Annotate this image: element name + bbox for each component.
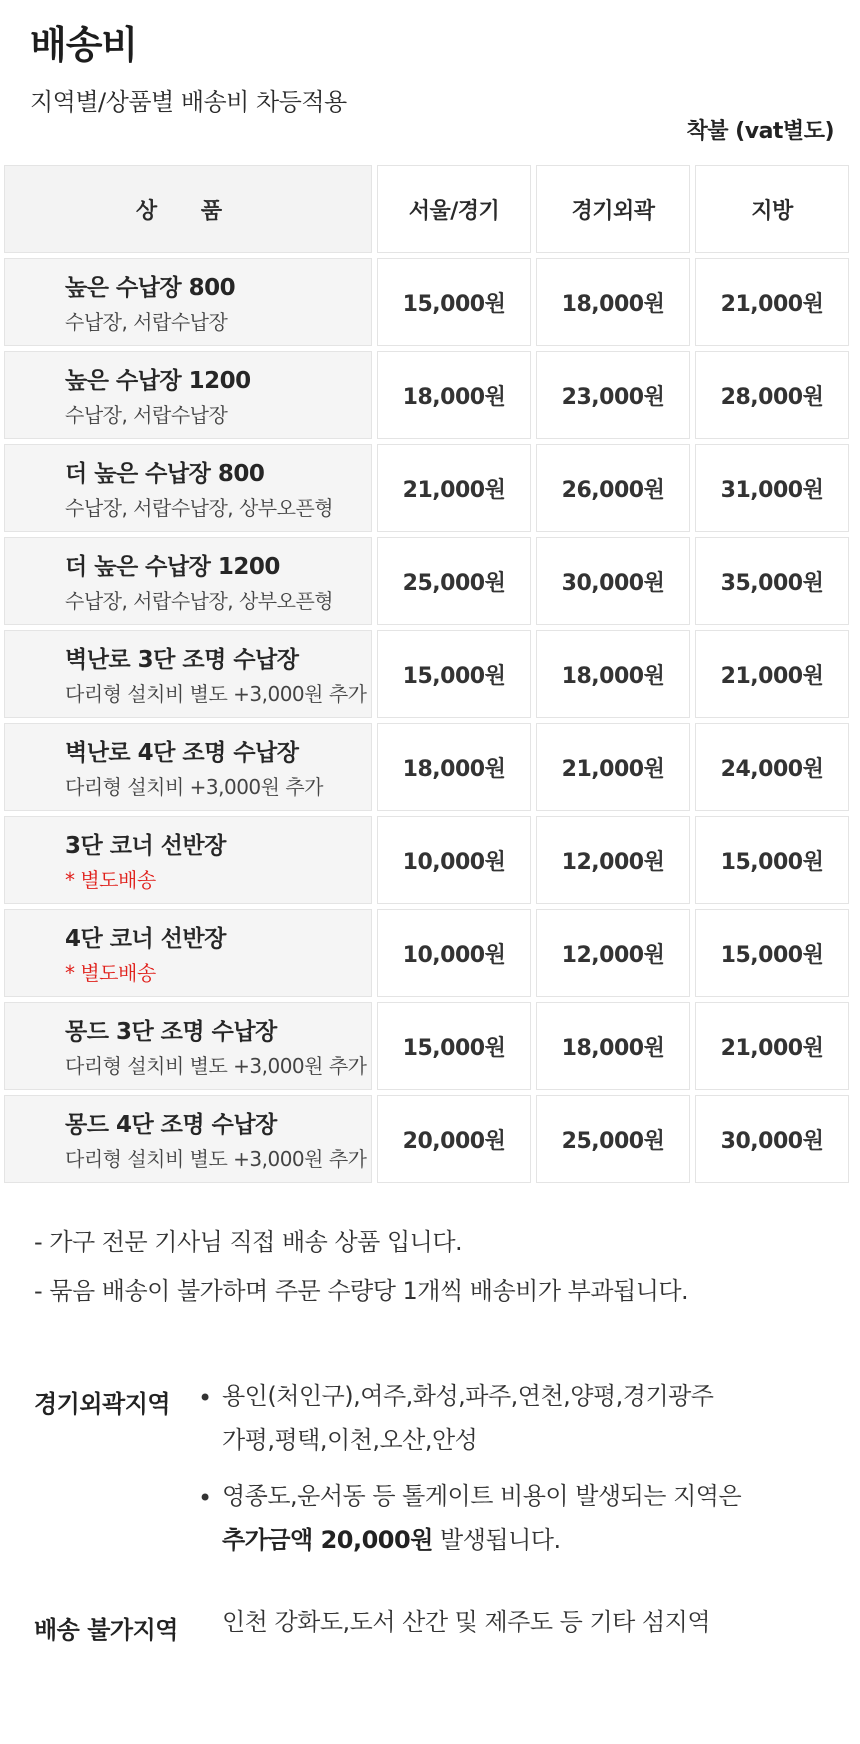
- table-row: [4, 444, 856, 532]
- table-row: [4, 1002, 856, 1090]
- vat-note: 착불 (vat별도): [686, 119, 834, 144]
- notes-list: [34, 1222, 688, 1320]
- price-provinces: 30,000원: [720, 1128, 824, 1154]
- product-cell: [4, 351, 372, 439]
- product-name: 벽난로 4단 조명 수납장: [65, 740, 299, 766]
- product-info: [65, 920, 226, 986]
- product-cell: [4, 537, 372, 625]
- price-gyeonggi-outskirts-cell: [536, 816, 690, 904]
- no-delivery-regions: 인천 강화도,도서 산간 및 제주도 등 기타 섬지역: [222, 1608, 711, 1636]
- product-cell: [4, 723, 372, 811]
- product-name: 벽난로 3단 조명 수납장: [65, 647, 299, 673]
- price-seoul-gyeonggi: 15,000원: [402, 663, 506, 689]
- table-row: [4, 630, 856, 718]
- product-info: [65, 548, 333, 614]
- product-cell: [4, 630, 372, 718]
- outer-region-line: 가평,평택,이천,오산,안성: [222, 1426, 478, 1454]
- product-name: 높은 수납장 800: [65, 275, 236, 301]
- product-name: 몽드 4단 조명 수납장: [65, 1112, 277, 1138]
- price-gyeonggi-outskirts: 30,000원: [561, 570, 665, 596]
- price-provinces: 21,000원: [720, 291, 824, 317]
- product-info: [65, 455, 333, 521]
- outer-region-list: [222, 1374, 714, 1462]
- price-provinces-cell: [695, 444, 849, 532]
- product-name: 4단 코너 선반장: [65, 926, 226, 952]
- table-row: [4, 537, 856, 625]
- product-name: 3단 코너 선반장: [65, 833, 226, 859]
- product-cell: [4, 909, 372, 997]
- product-info: [65, 827, 226, 893]
- product-subtext: 다리형 설치비 별도 +3,000원 추가: [65, 1054, 367, 1078]
- price-gyeonggi-outskirts-cell: [536, 444, 690, 532]
- page-title: 배송비: [30, 23, 138, 67]
- price-seoul-gyeonggi: 15,000원: [402, 291, 506, 317]
- price-provinces-cell: [695, 258, 849, 346]
- product-name: 높은 수납장 1200: [65, 368, 251, 394]
- bullet-icon: •: [198, 1484, 213, 1512]
- price-provinces-cell: [695, 630, 849, 718]
- price-seoul-gyeonggi-cell: [377, 1095, 531, 1183]
- table-row: [4, 1095, 856, 1183]
- product-info: [65, 362, 251, 428]
- price-provinces-cell: [695, 816, 849, 904]
- product-name: 몽드 3단 조명 수납장: [65, 1019, 277, 1045]
- product-name: 더 높은 수납장 800: [65, 461, 265, 487]
- product-subtext: 다리형 설치비 +3,000원 추가: [65, 775, 323, 799]
- bullet-icon: •: [198, 1384, 213, 1412]
- price-provinces: 24,000원: [720, 756, 824, 782]
- price-provinces: 21,000원: [720, 1035, 824, 1061]
- price-seoul-gyeonggi-cell: [377, 723, 531, 811]
- price-gyeonggi-outskirts-cell: [536, 537, 690, 625]
- price-provinces: 35,000원: [720, 570, 824, 596]
- no-delivery-label: 배송 불가지역: [34, 1616, 178, 1644]
- price-seoul-gyeonggi-cell: [377, 351, 531, 439]
- header-provinces: 지방: [695, 165, 849, 253]
- price-gyeonggi-outskirts-cell: [536, 723, 690, 811]
- price-gyeonggi-outskirts: 18,000원: [561, 291, 665, 317]
- product-subtext: 수납장, 서랍수납장, 상부오픈형: [65, 496, 334, 520]
- header-seoul-gyeonggi: 서울/경기: [377, 165, 531, 253]
- price-seoul-gyeonggi: 10,000원: [402, 942, 506, 968]
- price-gyeonggi-outskirts-cell: [536, 1095, 690, 1183]
- price-provinces-cell: [695, 909, 849, 997]
- header-gyeonggi-outskirts: 경기외곽: [536, 165, 690, 253]
- price-provinces-cell: [695, 723, 849, 811]
- price-gyeonggi-outskirts: 18,000원: [561, 663, 665, 689]
- price-seoul-gyeonggi: 25,000원: [402, 570, 506, 596]
- price-gyeonggi-outskirts: 12,000원: [561, 849, 665, 875]
- price-gyeonggi-outskirts-cell: [536, 258, 690, 346]
- toll-region-note: [222, 1474, 741, 1562]
- price-seoul-gyeonggi: 10,000원: [402, 849, 506, 875]
- header-product: 상 품: [4, 165, 372, 253]
- price-provinces: 31,000원: [720, 477, 824, 503]
- price-seoul-gyeonggi-cell: [377, 630, 531, 718]
- price-gyeonggi-outskirts-cell: [536, 909, 690, 997]
- price-provinces: 21,000원: [720, 663, 824, 689]
- table-row: [4, 258, 856, 346]
- price-gyeonggi-outskirts: 25,000원: [561, 1128, 665, 1154]
- product-cell: [4, 444, 372, 532]
- price-seoul-gyeonggi: 21,000원: [402, 477, 506, 503]
- table-row: [4, 351, 856, 439]
- product-cell: [4, 258, 372, 346]
- product-info: [65, 1106, 366, 1172]
- price-seoul-gyeonggi: 18,000원: [402, 756, 506, 782]
- toll-region-line: 영종도,운서동 등 톨게이트 비용이 발생되는 지역은: [222, 1482, 742, 1510]
- price-seoul-gyeonggi-cell: [377, 909, 531, 997]
- price-seoul-gyeonggi-cell: [377, 258, 531, 346]
- note-item: - 묶음 배송이 불가하며 주문 수량당 1개씩 배송비가 부과됩니다.: [34, 1277, 689, 1305]
- price-gyeonggi-outskirts: 18,000원: [561, 1035, 665, 1061]
- product-subtext: 수납장, 서랍수납장: [65, 403, 228, 427]
- table-row: [4, 909, 856, 997]
- price-provinces: 15,000원: [720, 849, 824, 875]
- separate-delivery-note: * 별도배송: [65, 961, 156, 985]
- price-provinces: 28,000원: [720, 384, 824, 410]
- page-subtitle: 지역별/상품별 배송비 차등적용: [30, 88, 347, 116]
- product-info: [65, 734, 323, 800]
- extra-fee-amount: 추가금액 20,000원: [222, 1526, 433, 1554]
- table-body: [4, 258, 856, 1183]
- price-provinces-cell: [695, 1002, 849, 1090]
- price-seoul-gyeonggi-cell: [377, 1002, 531, 1090]
- price-provinces-cell: [695, 537, 849, 625]
- price-gyeonggi-outskirts-cell: [536, 351, 690, 439]
- product-info: [65, 1013, 366, 1079]
- product-subtext: 수납장, 서랍수납장, 상부오픈형: [65, 589, 334, 613]
- price-seoul-gyeonggi: 20,000원: [402, 1128, 506, 1154]
- price-gyeonggi-outskirts-cell: [536, 630, 690, 718]
- product-cell: [4, 816, 372, 904]
- outer-region-line: 용인(처인구),여주,화성,파주,연천,양평,경기광주: [222, 1382, 714, 1410]
- table-header-row: [4, 165, 856, 253]
- separate-delivery-note: * 별도배송: [65, 868, 156, 892]
- product-subtext: 다리형 설치비 별도 +3,000원 추가: [65, 1147, 367, 1171]
- product-cell: [4, 1095, 372, 1183]
- price-gyeonggi-outskirts: 21,000원: [561, 756, 665, 782]
- table-row: [4, 816, 856, 904]
- price-gyeonggi-outskirts: 12,000원: [561, 942, 665, 968]
- price-seoul-gyeonggi-cell: [377, 444, 531, 532]
- product-subtext: 다리형 설치비 별도 +3,000원 추가: [65, 682, 367, 706]
- price-provinces-cell: [695, 351, 849, 439]
- price-seoul-gyeonggi: 15,000원: [402, 1035, 506, 1061]
- note-item: - 가구 전문 기사님 직접 배송 상품 입니다.: [34, 1228, 463, 1256]
- product-info: [65, 641, 366, 707]
- price-seoul-gyeonggi-cell: [377, 816, 531, 904]
- table-row: [4, 723, 856, 811]
- price-provinces-cell: [695, 1095, 849, 1183]
- product-info: [65, 269, 235, 335]
- extra-fee-suffix: 발생됩니다.: [432, 1526, 561, 1554]
- product-name: 더 높은 수납장 1200: [65, 554, 280, 580]
- toll-region-line: [222, 1518, 741, 1562]
- price-seoul-gyeonggi: 18,000원: [402, 384, 506, 410]
- price-gyeonggi-outskirts-cell: [536, 1002, 690, 1090]
- outer-region-label: 경기외곽지역: [34, 1390, 171, 1418]
- product-cell: [4, 1002, 372, 1090]
- price-gyeonggi-outskirts: 26,000원: [561, 477, 665, 503]
- price-gyeonggi-outskirts: 23,000원: [561, 384, 665, 410]
- price-seoul-gyeonggi-cell: [377, 537, 531, 625]
- price-provinces: 15,000원: [720, 942, 824, 968]
- product-subtext: 수납장, 서랍수납장: [65, 310, 228, 334]
- shipping-price-table: [4, 165, 856, 1188]
